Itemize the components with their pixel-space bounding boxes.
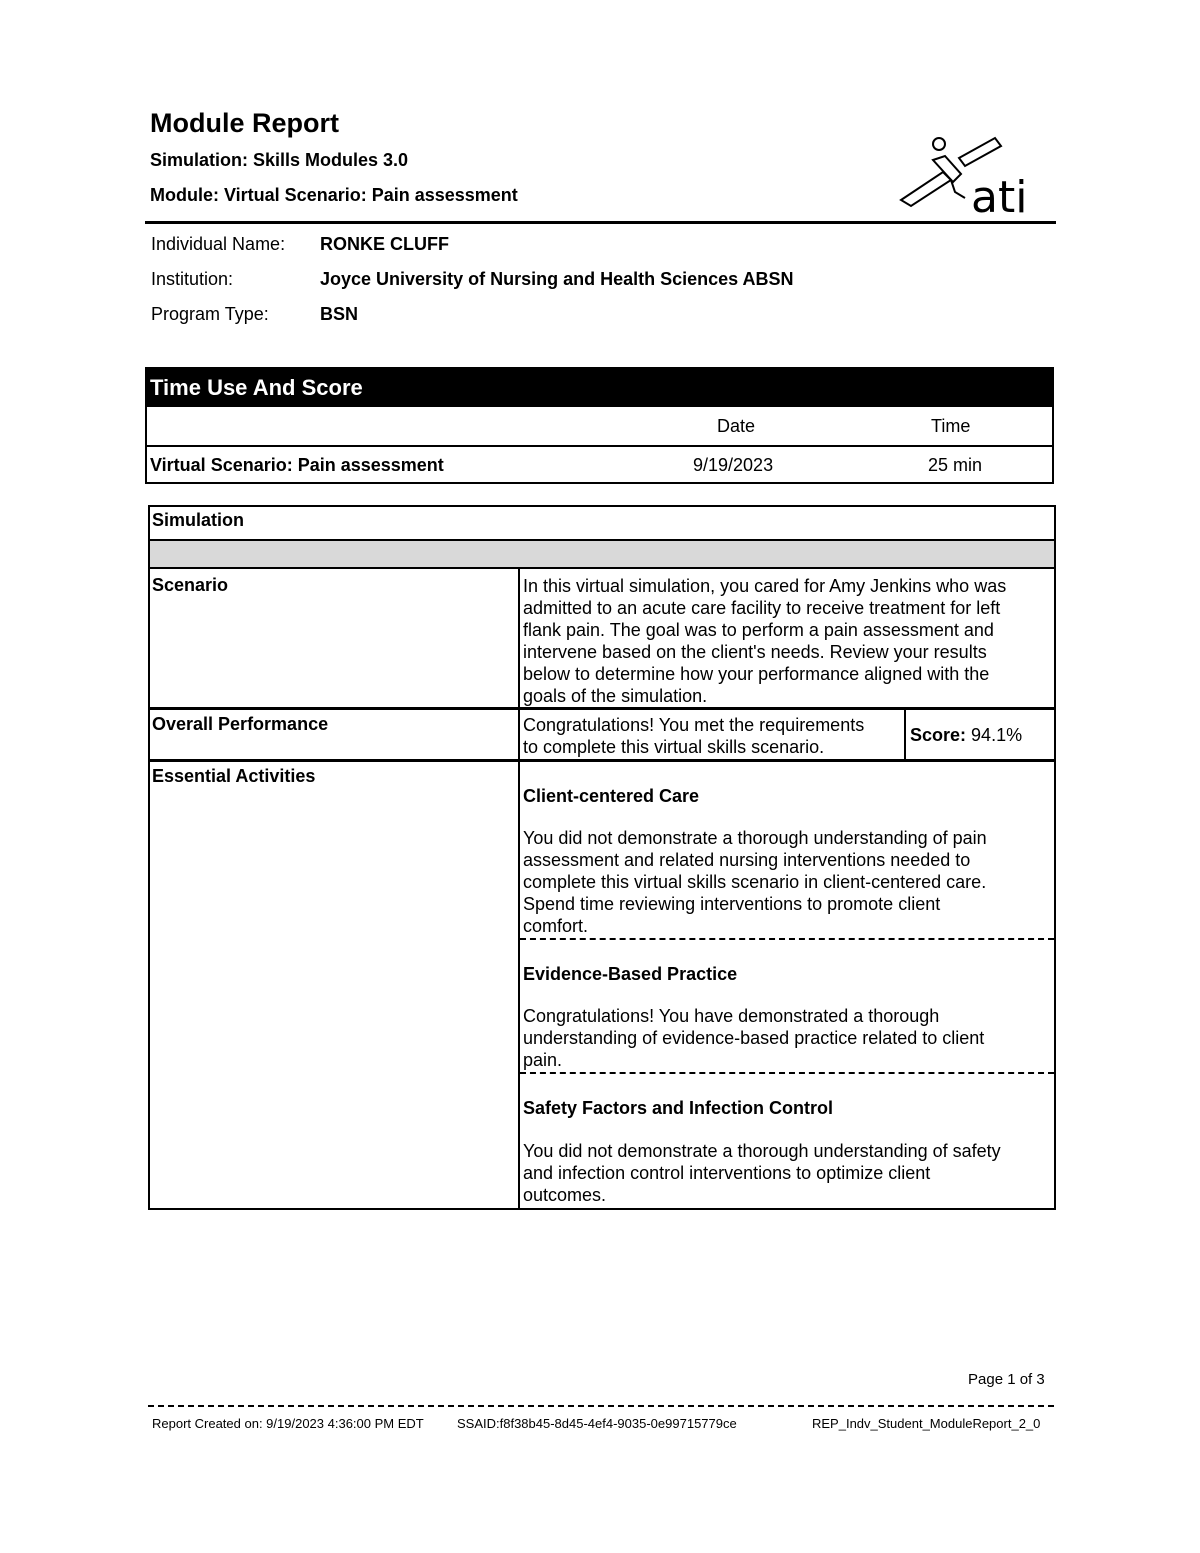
essential-activities-label: Essential Activities (152, 766, 316, 786)
activity-text-evidence-based-practice: Congratulations! You have demonstrated a thorough understanding of evidence-based practice related to client pain. (523, 1006, 985, 1070)
score-value: Score: 94.1% (910, 725, 1023, 745)
ssaid-text: SSAID:f8f38b45-8d45-4ef4-9035-0e99715779ce (457, 1416, 737, 1431)
score-cell-divider (904, 710, 906, 760)
simulation-heading: Simulation (152, 510, 245, 530)
time-column-header: Time (931, 416, 971, 436)
institution-label: Institution: (151, 269, 234, 289)
program-type-value: BSN (320, 304, 359, 324)
time-row-time: 25 min (928, 455, 983, 475)
activity-divider (520, 1072, 1054, 1074)
overall-row-divider (150, 759, 1054, 762)
overall-performance-text: Congratulations! You met the requirements to complete this virtual skills scenario. (523, 715, 865, 757)
activity-title-client-centered-care: Client-centered Care (523, 786, 700, 806)
report-created-text: Report Created on: 9/19/2023 4:36:00 PM EDT (152, 1416, 424, 1431)
individual-name-value: RONKE CLUFF (320, 234, 449, 254)
institution-value: Joyce University of Nursing and Health Sciences ABSN (320, 269, 794, 289)
activity-title-safety-factors: Safety Factors and Infection Control (523, 1098, 834, 1118)
footer-divider (148, 1405, 1054, 1407)
simulation-subtitle: Simulation: Skills Modules 3.0 (150, 150, 409, 170)
ati-logo (893, 130, 1053, 220)
scenario-text: In this virtual simulation, you cared for Amy Jenkins who was admitted to an acute care facility to receive treatment for left flank pain. The goal was to perform a pain assessment and intervene based on the client's needs. Review your results below to determine how your performance aligned with the goals of the simulation. (523, 576, 1007, 706)
activity-text-client-centered-care: You did not demonstrate a thorough understanding of pain assessment and related nursing interventions needed to complete this virtual skills scenario in client-centered care. Spend time reviewing interventions to promote client comfort. (523, 828, 987, 936)
date-column-header: Date (717, 416, 756, 436)
svg-text:ati: ati (971, 172, 1028, 220)
time-row-name: Virtual Scenario: Pain assessment (150, 455, 444, 475)
simulation-gray-band (150, 539, 1054, 569)
simulation-column-divider (518, 569, 520, 1209)
activity-title-evidence-based-practice: Evidence-Based Practice (523, 964, 738, 984)
page-title: Module Report (150, 108, 339, 138)
scenario-label: Scenario (152, 575, 229, 595)
page-number: Page 1 of 3 (968, 1371, 1045, 1388)
module-subtitle: Module: Virtual Scenario: Pain assessment (150, 185, 518, 205)
time-row-date: 9/19/2023 (693, 455, 774, 475)
activity-text-safety-factors: You did not demonstrate a thorough understanding of safety and infection control interventions to optimize client outcomes. (523, 1141, 1001, 1205)
time-table-divider (147, 445, 1054, 447)
time-use-heading: Time Use And Score (147, 369, 1054, 407)
report-id-text: REP_Indv_Student_ModuleReport_2_0 (812, 1416, 1041, 1431)
program-type-label: Program Type: (151, 304, 269, 324)
header-rule (145, 221, 1056, 224)
individual-name-label: Individual Name: (151, 234, 286, 254)
overall-performance-label: Overall Performance (152, 714, 329, 734)
scenario-row-divider (150, 707, 1054, 710)
activity-divider (520, 938, 1054, 940)
